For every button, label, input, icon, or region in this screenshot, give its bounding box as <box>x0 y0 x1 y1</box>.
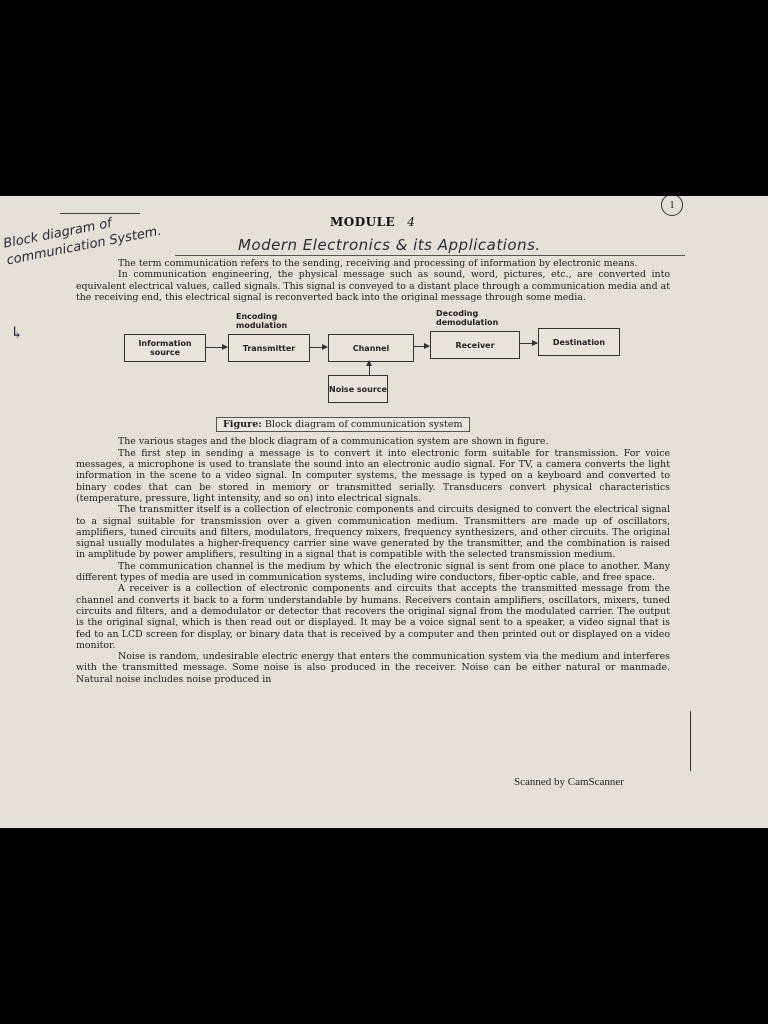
body-paragraph-5: A receiver is a collection of electronic components and circuits that accepts the transmitted message from the channel and converts it back to a form understandable by humans. Receivers contain amplifiers, oscillators, mixers, tuned circuits and filters, and a demodulator or detector that recovers the original signal from the modulated carrier. The output is the original signal, which is then read out or displayed. It may be a voice signal sent to a speaker, a video signal that is fed to an LCD screen for display, or binary data that is received by a computer and then printed out or displayed on a video monitor. <box>76 583 670 651</box>
arrow-channel-to-receiver <box>413 346 429 347</box>
figure-caption-prefix: Figure: <box>223 419 262 431</box>
transmitter-box: Transmitter <box>228 334 310 362</box>
body-paragraph-3: The transmitter itself is a collection of electronic components and circuits designed to convert the electrical signal to a signal suitable for transmission over a given communication medium. Transmitters are made up of oscillators, amplifiers, tuned circuits and filters, modulators, frequency mixers, frequency synthesizers, and other circuits. The original signal usually modulates a higher-frequency carrier sine wave generated by the transmitter, and the combination is raised in amplitude by power amplifiers, resulting in a signal that is compatible with the selected transmission medium. <box>76 504 670 561</box>
module-heading <box>330 215 415 229</box>
handwritten-title-underline <box>175 255 685 256</box>
module-number: 4 <box>407 215 416 229</box>
body-paragraph-4: The communication channel is the medium by which the electronic signal is sent from one place to another. Many different types of media are used in communication systems, including wire conductors, fiber-optic cable, and free space. <box>76 560 670 584</box>
module-label: MODULE <box>330 215 396 229</box>
arrow-receiver-to-destination <box>519 343 537 344</box>
noise-source-box: Noise source <box>328 375 388 403</box>
scanner-watermark: Scanned by CamScanner <box>514 776 624 788</box>
decoding-label: Decoding demodulation <box>436 309 499 328</box>
figure-caption-text: Block diagram of communication system <box>264 419 463 431</box>
arrow-source-to-transmitter <box>205 347 227 348</box>
handwritten-arrow: ↳ <box>10 323 24 342</box>
encoding-label: Encoding modulation <box>236 312 288 331</box>
receiver-box: Receiver <box>430 331 520 359</box>
arrow-noise-to-channel <box>369 361 370 375</box>
destination-box: Destination <box>538 328 620 356</box>
intro-paragraph-2: In communication engineering, the physical message such as sound, word, pictures, etc., are converted into equivalent electrical values, called signals. This signal is conveyed to a distant place through a communication media and at the receiving end, this electrical signal is reconverted back into the original message through some media. <box>76 269 670 303</box>
intro-paragraph-1: The term communication refers to the sending, receiving and processing of information by electronic means. <box>118 258 638 269</box>
margin-rule <box>690 711 691 771</box>
arrow-transmitter-to-channel <box>309 347 327 348</box>
body-paragraph-1: The various stages and the block diagram of a communication system are shown in figure. <box>118 436 549 448</box>
page-number-circle: 1 <box>661 196 683 216</box>
channel-box: Channel <box>328 334 414 362</box>
figure-caption <box>216 417 470 432</box>
handwritten-title: Modern Electronics & its Applications. <box>238 236 541 254</box>
block-diagram <box>76 305 670 413</box>
handwritten-margin-note: Block diagram of communication System. <box>2 215 163 269</box>
document-body <box>76 258 670 685</box>
document-page <box>0 196 768 828</box>
information-source-box: Information source <box>124 334 206 362</box>
body-paragraph-6: Noise is random, undesirable electric energy that enters the communication system via the medium and interferes with the transmitted message. Some noise is also produced in the receiver. Noise can be either natural or manmade. Natural noise includes noise produced in <box>76 651 670 685</box>
body-paragraph-2: The first step in sending a message is to convert it into electronic form suitable for transmission. For voice messages, a microphone is used to translate the sound into an electronic audio signal. For TV, a camera converts the light information in the scene to a video signal. In computer systems, the message is typed on a keyboard and converted to binary codes that can be stored in memory or transmitted serially. Transducers convert physical characteristics (temperature, pressure, light intensity, and so on) into electrical signals. <box>76 447 670 504</box>
